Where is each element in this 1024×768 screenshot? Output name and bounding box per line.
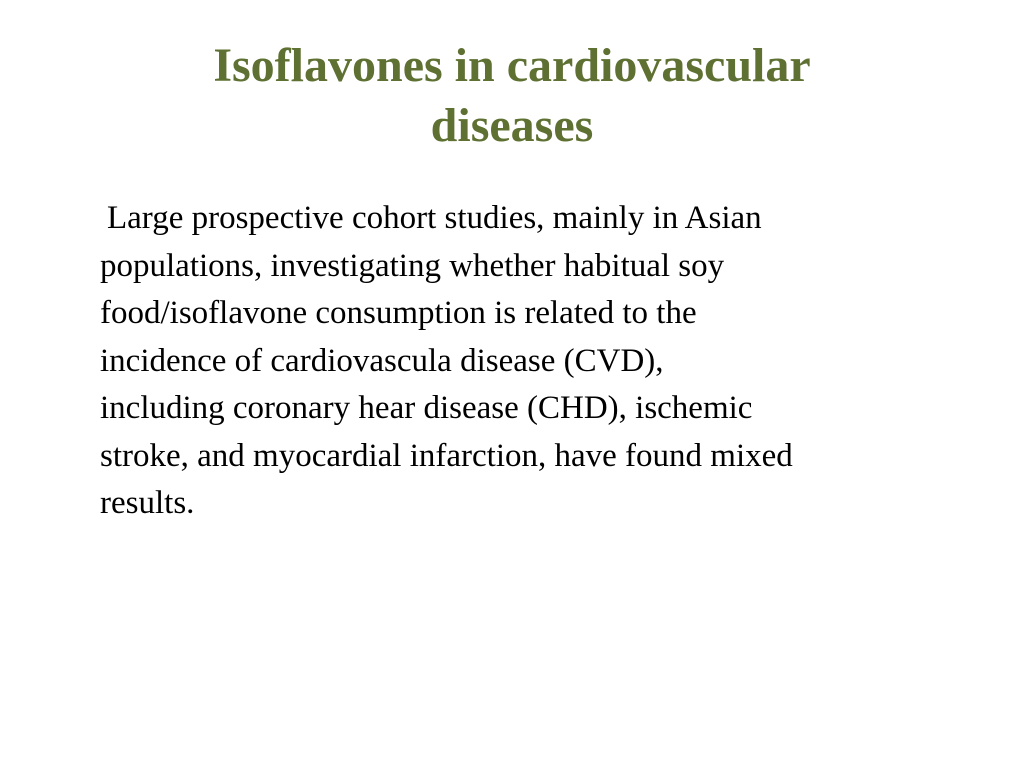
body-line-1: Large prospective cohort studies, mainly in Asian	[107, 200, 762, 236]
slide-body-text	[100, 195, 970, 528]
body-line-5: including coronary hear disease (CHD), ischemic	[100, 390, 753, 426]
body-line-6: stroke, and myocardial infarction, have found mixed	[100, 437, 793, 474]
title-line-2: diseases	[430, 99, 594, 152]
body-line-4: incidence of cardiovascula disease (CVD),	[100, 342, 664, 379]
body-line-7: results.	[100, 485, 195, 521]
body-line-3: food/isoflavone consumption is related to the	[100, 295, 697, 331]
slide-title	[60, 36, 964, 156]
body-line-2: populations, investigating whether habitual soy	[100, 247, 725, 284]
title-line-1: Isoflavones in cardiovascular	[213, 39, 811, 92]
